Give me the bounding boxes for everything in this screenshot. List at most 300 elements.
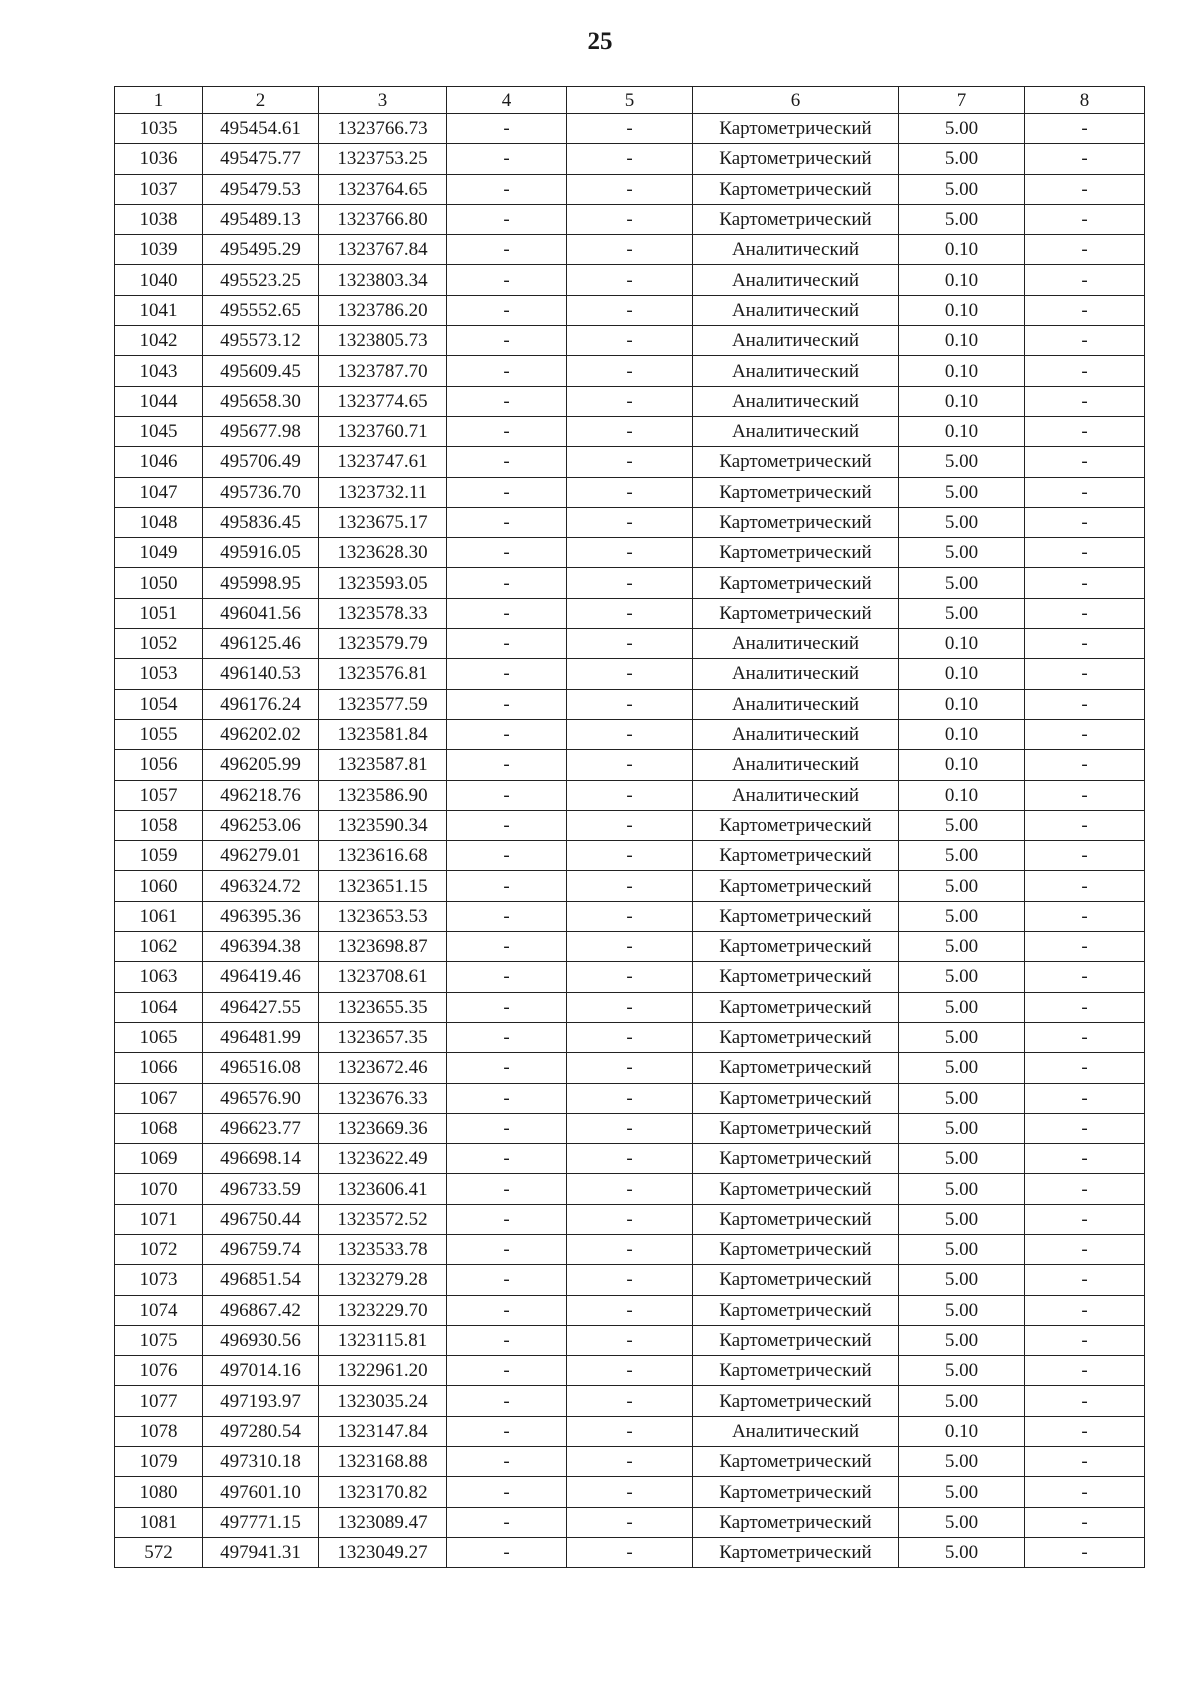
column-4-cell: - xyxy=(447,1477,567,1507)
point-number-cell: 1044 xyxy=(115,386,203,416)
y-coordinate-cell: 1323653.53 xyxy=(319,901,447,931)
column-5-cell: - xyxy=(567,1174,693,1204)
point-number-cell: 1046 xyxy=(115,447,203,477)
point-number-cell: 1064 xyxy=(115,992,203,1022)
x-coordinate-cell: 496176.24 xyxy=(203,689,319,719)
table-row xyxy=(115,841,1145,871)
y-coordinate-cell: 1323229.70 xyxy=(319,1295,447,1325)
column-8-cell: - xyxy=(1025,114,1145,144)
accuracy-cell: 5.00 xyxy=(899,538,1025,568)
column-5-cell: - xyxy=(567,1507,693,1537)
column-4-cell: - xyxy=(447,1537,567,1567)
y-coordinate-cell: 1323590.34 xyxy=(319,810,447,840)
point-number-cell: 1074 xyxy=(115,1295,203,1325)
column-4-cell: - xyxy=(447,144,567,174)
column-4-cell: - xyxy=(447,810,567,840)
accuracy-cell: 5.00 xyxy=(899,1447,1025,1477)
column-header-3: 3 xyxy=(319,87,447,114)
table-row xyxy=(115,992,1145,1022)
column-8-cell: - xyxy=(1025,1083,1145,1113)
table-row xyxy=(115,1144,1145,1174)
column-4-cell: - xyxy=(447,174,567,204)
y-coordinate-cell: 1323586.90 xyxy=(319,780,447,810)
y-coordinate-cell: 1323657.35 xyxy=(319,1022,447,1052)
column-4-cell: - xyxy=(447,750,567,780)
accuracy-cell: 0.10 xyxy=(899,356,1025,386)
method-cell: Картометрический xyxy=(693,1174,899,1204)
method-cell: Картометрический xyxy=(693,841,899,871)
method-cell: Картометрический xyxy=(693,507,899,537)
method-cell: Аналитический xyxy=(693,689,899,719)
method-cell: Аналитический xyxy=(693,659,899,689)
column-8-cell: - xyxy=(1025,174,1145,204)
column-4-cell: - xyxy=(447,326,567,356)
point-number-cell: 1050 xyxy=(115,568,203,598)
y-coordinate-cell: 1323651.15 xyxy=(319,871,447,901)
y-coordinate-cell: 1323035.24 xyxy=(319,1386,447,1416)
y-coordinate-cell: 1323764.65 xyxy=(319,174,447,204)
y-coordinate-cell: 1323606.41 xyxy=(319,1174,447,1204)
table-row xyxy=(115,265,1145,295)
column-5-cell: - xyxy=(567,810,693,840)
table-row xyxy=(115,629,1145,659)
column-5-cell: - xyxy=(567,144,693,174)
column-5-cell: - xyxy=(567,1386,693,1416)
point-number-cell: 1045 xyxy=(115,416,203,446)
y-coordinate-cell: 1323774.65 xyxy=(319,386,447,416)
column-8-cell: - xyxy=(1025,780,1145,810)
accuracy-cell: 5.00 xyxy=(899,1204,1025,1234)
column-8-cell: - xyxy=(1025,1144,1145,1174)
column-4-cell: - xyxy=(447,1265,567,1295)
point-number-cell: 1075 xyxy=(115,1325,203,1355)
table-row xyxy=(115,871,1145,901)
table-row xyxy=(115,810,1145,840)
column-8-cell: - xyxy=(1025,932,1145,962)
x-coordinate-cell: 497601.10 xyxy=(203,1477,319,1507)
y-coordinate-cell: 1323579.79 xyxy=(319,629,447,659)
method-cell: Картометрический xyxy=(693,901,899,931)
method-cell: Картометрический xyxy=(693,1053,899,1083)
x-coordinate-cell: 496516.08 xyxy=(203,1053,319,1083)
method-cell: Картометрический xyxy=(693,1265,899,1295)
x-coordinate-cell: 496324.72 xyxy=(203,871,319,901)
accuracy-cell: 5.00 xyxy=(899,1144,1025,1174)
accuracy-cell: 5.00 xyxy=(899,1113,1025,1143)
column-8-cell: - xyxy=(1025,1053,1145,1083)
column-4-cell: - xyxy=(447,1174,567,1204)
method-cell: Аналитический xyxy=(693,416,899,446)
method-cell: Картометрический xyxy=(693,1295,899,1325)
column-header-6: 6 xyxy=(693,87,899,114)
method-cell: Картометрический xyxy=(693,1204,899,1234)
column-4-cell: - xyxy=(447,1113,567,1143)
column-5-cell: - xyxy=(567,1325,693,1355)
method-cell: Картометрический xyxy=(693,144,899,174)
x-coordinate-cell: 495736.70 xyxy=(203,477,319,507)
method-cell: Картометрический xyxy=(693,477,899,507)
column-4-cell: - xyxy=(447,356,567,386)
column-4-cell: - xyxy=(447,1053,567,1083)
accuracy-cell: 5.00 xyxy=(899,1386,1025,1416)
method-cell: Картометрический xyxy=(693,1356,899,1386)
y-coordinate-cell: 1323655.35 xyxy=(319,992,447,1022)
point-number-cell: 1053 xyxy=(115,659,203,689)
table-row xyxy=(115,386,1145,416)
column-4-cell: - xyxy=(447,1083,567,1113)
column-8-cell: - xyxy=(1025,204,1145,234)
column-4-cell: - xyxy=(447,871,567,901)
x-coordinate-cell: 496419.46 xyxy=(203,962,319,992)
table-row xyxy=(115,235,1145,265)
column-8-cell: - xyxy=(1025,1265,1145,1295)
y-coordinate-cell: 1323578.33 xyxy=(319,598,447,628)
method-cell: Картометрический xyxy=(693,1447,899,1477)
method-cell: Картометрический xyxy=(693,1234,899,1264)
method-cell: Картометрический xyxy=(693,114,899,144)
column-5-cell: - xyxy=(567,295,693,325)
point-number-cell: 1047 xyxy=(115,477,203,507)
point-number-cell: 1073 xyxy=(115,1265,203,1295)
column-8-cell: - xyxy=(1025,810,1145,840)
column-5-cell: - xyxy=(567,265,693,295)
table-row xyxy=(115,689,1145,719)
method-cell: Картометрический xyxy=(693,932,899,962)
column-5-cell: - xyxy=(567,992,693,1022)
column-4-cell: - xyxy=(447,204,567,234)
method-cell: Аналитический xyxy=(693,750,899,780)
accuracy-cell: 0.10 xyxy=(899,235,1025,265)
column-8-cell: - xyxy=(1025,871,1145,901)
method-cell: Картометрический xyxy=(693,204,899,234)
table-row xyxy=(115,1113,1145,1143)
x-coordinate-cell: 496394.38 xyxy=(203,932,319,962)
table-row xyxy=(115,507,1145,537)
point-number-cell: 1051 xyxy=(115,598,203,628)
column-4-cell: - xyxy=(447,598,567,628)
column-header-7: 7 xyxy=(899,87,1025,114)
accuracy-cell: 5.00 xyxy=(899,204,1025,234)
column-8-cell: - xyxy=(1025,477,1145,507)
column-header-4: 4 xyxy=(447,87,567,114)
x-coordinate-cell: 495658.30 xyxy=(203,386,319,416)
x-coordinate-cell: 496202.02 xyxy=(203,719,319,749)
x-coordinate-cell: 495677.98 xyxy=(203,416,319,446)
column-8-cell: - xyxy=(1025,689,1145,719)
y-coordinate-cell: 1323675.17 xyxy=(319,507,447,537)
accuracy-cell: 5.00 xyxy=(899,992,1025,1022)
method-cell: Картометрический xyxy=(693,1507,899,1537)
column-8-cell: - xyxy=(1025,841,1145,871)
y-coordinate-cell: 1323533.78 xyxy=(319,1234,447,1264)
column-8-cell: - xyxy=(1025,507,1145,537)
column-4-cell: - xyxy=(447,538,567,568)
point-number-cell: 1039 xyxy=(115,235,203,265)
method-cell: Аналитический xyxy=(693,629,899,659)
point-number-cell: 572 xyxy=(115,1537,203,1567)
column-5-cell: - xyxy=(567,326,693,356)
column-header-5: 5 xyxy=(567,87,693,114)
column-4-cell: - xyxy=(447,1507,567,1537)
y-coordinate-cell: 1323089.47 xyxy=(319,1507,447,1537)
column-8-cell: - xyxy=(1025,1295,1145,1325)
column-4-cell: - xyxy=(447,719,567,749)
x-coordinate-cell: 497310.18 xyxy=(203,1447,319,1477)
y-coordinate-cell: 1323669.36 xyxy=(319,1113,447,1143)
method-cell: Картометрический xyxy=(693,1477,899,1507)
table-row xyxy=(115,477,1145,507)
column-8-cell: - xyxy=(1025,265,1145,295)
column-4-cell: - xyxy=(447,114,567,144)
column-5-cell: - xyxy=(567,841,693,871)
method-cell: Картометрический xyxy=(693,598,899,628)
column-5-cell: - xyxy=(567,568,693,598)
column-8-cell: - xyxy=(1025,295,1145,325)
method-cell: Картометрический xyxy=(693,1325,899,1355)
column-5-cell: - xyxy=(567,204,693,234)
point-number-cell: 1078 xyxy=(115,1416,203,1446)
y-coordinate-cell: 1323170.82 xyxy=(319,1477,447,1507)
column-5-cell: - xyxy=(567,1265,693,1295)
accuracy-cell: 5.00 xyxy=(899,932,1025,962)
column-4-cell: - xyxy=(447,568,567,598)
point-number-cell: 1037 xyxy=(115,174,203,204)
x-coordinate-cell: 496930.56 xyxy=(203,1325,319,1355)
x-coordinate-cell: 497771.15 xyxy=(203,1507,319,1537)
accuracy-cell: 5.00 xyxy=(899,568,1025,598)
point-number-cell: 1072 xyxy=(115,1234,203,1264)
method-cell: Картометрический xyxy=(693,568,899,598)
x-coordinate-cell: 495475.77 xyxy=(203,144,319,174)
column-4-cell: - xyxy=(447,265,567,295)
method-cell: Картометрический xyxy=(693,1113,899,1143)
point-number-cell: 1056 xyxy=(115,750,203,780)
column-4-cell: - xyxy=(447,1204,567,1234)
table-row xyxy=(115,204,1145,234)
y-coordinate-cell: 1323766.80 xyxy=(319,204,447,234)
column-4-cell: - xyxy=(447,1295,567,1325)
point-number-cell: 1057 xyxy=(115,780,203,810)
x-coordinate-cell: 496395.36 xyxy=(203,901,319,931)
table-row xyxy=(115,1204,1145,1234)
method-cell: Картометрический xyxy=(693,810,899,840)
accuracy-cell: 5.00 xyxy=(899,144,1025,174)
table-row xyxy=(115,598,1145,628)
table-row xyxy=(115,416,1145,446)
method-cell: Аналитический xyxy=(693,1416,899,1446)
x-coordinate-cell: 496851.54 xyxy=(203,1265,319,1295)
column-8-cell: - xyxy=(1025,629,1145,659)
accuracy-cell: 0.10 xyxy=(899,295,1025,325)
point-number-cell: 1049 xyxy=(115,538,203,568)
accuracy-cell: 5.00 xyxy=(899,810,1025,840)
accuracy-cell: 5.00 xyxy=(899,1265,1025,1295)
x-coordinate-cell: 496041.56 xyxy=(203,598,319,628)
column-4-cell: - xyxy=(447,295,567,325)
accuracy-cell: 5.00 xyxy=(899,1477,1025,1507)
column-5-cell: - xyxy=(567,174,693,204)
x-coordinate-cell: 497014.16 xyxy=(203,1356,319,1386)
point-number-cell: 1081 xyxy=(115,1507,203,1537)
point-number-cell: 1062 xyxy=(115,932,203,962)
column-8-cell: - xyxy=(1025,538,1145,568)
accuracy-cell: 0.10 xyxy=(899,386,1025,416)
table-row xyxy=(115,1386,1145,1416)
column-header-8: 8 xyxy=(1025,87,1145,114)
column-5-cell: - xyxy=(567,1144,693,1174)
method-cell: Картометрический xyxy=(693,1144,899,1174)
coordinates-table xyxy=(114,86,1145,1568)
y-coordinate-cell: 1323803.34 xyxy=(319,265,447,295)
y-coordinate-cell: 1323787.70 xyxy=(319,356,447,386)
column-8-cell: - xyxy=(1025,1386,1145,1416)
point-number-cell: 1041 xyxy=(115,295,203,325)
column-8-cell: - xyxy=(1025,1477,1145,1507)
y-coordinate-cell: 1323708.61 xyxy=(319,962,447,992)
method-cell: Картометрический xyxy=(693,992,899,1022)
point-number-cell: 1068 xyxy=(115,1113,203,1143)
point-number-cell: 1043 xyxy=(115,356,203,386)
x-coordinate-cell: 496698.14 xyxy=(203,1144,319,1174)
column-5-cell: - xyxy=(567,447,693,477)
y-coordinate-cell: 1323168.88 xyxy=(319,1447,447,1477)
y-coordinate-cell: 1323593.05 xyxy=(319,568,447,598)
method-cell: Картометрический xyxy=(693,1537,899,1567)
table-row xyxy=(115,144,1145,174)
column-4-cell: - xyxy=(447,447,567,477)
column-4-cell: - xyxy=(447,235,567,265)
column-8-cell: - xyxy=(1025,962,1145,992)
y-coordinate-cell: 1323628.30 xyxy=(319,538,447,568)
y-coordinate-cell: 1323115.81 xyxy=(319,1325,447,1355)
column-4-cell: - xyxy=(447,386,567,416)
x-coordinate-cell: 495836.45 xyxy=(203,507,319,537)
point-number-cell: 1060 xyxy=(115,871,203,901)
accuracy-cell: 5.00 xyxy=(899,962,1025,992)
table-row xyxy=(115,1356,1145,1386)
table-row xyxy=(115,719,1145,749)
y-coordinate-cell: 1323767.84 xyxy=(319,235,447,265)
column-4-cell: - xyxy=(447,689,567,719)
page-number: 25 xyxy=(587,28,613,55)
table-header xyxy=(115,87,1145,114)
column-8-cell: - xyxy=(1025,416,1145,446)
x-coordinate-cell: 496140.53 xyxy=(203,659,319,689)
method-cell: Картометрический xyxy=(693,1386,899,1416)
x-coordinate-cell: 495552.65 xyxy=(203,295,319,325)
point-number-cell: 1038 xyxy=(115,204,203,234)
point-number-cell: 1063 xyxy=(115,962,203,992)
accuracy-cell: 5.00 xyxy=(899,174,1025,204)
x-coordinate-cell: 495523.25 xyxy=(203,265,319,295)
table-row xyxy=(115,1507,1145,1537)
method-cell: Картометрический xyxy=(693,174,899,204)
method-cell: Аналитический xyxy=(693,326,899,356)
accuracy-cell: 0.10 xyxy=(899,1416,1025,1446)
point-number-cell: 1077 xyxy=(115,1386,203,1416)
column-5-cell: - xyxy=(567,416,693,446)
column-5-cell: - xyxy=(567,659,693,689)
table-row xyxy=(115,1325,1145,1355)
column-4-cell: - xyxy=(447,992,567,1022)
accuracy-cell: 5.00 xyxy=(899,841,1025,871)
column-4-cell: - xyxy=(447,962,567,992)
x-coordinate-cell: 496125.46 xyxy=(203,629,319,659)
x-coordinate-cell: 496733.59 xyxy=(203,1174,319,1204)
table-row xyxy=(115,295,1145,325)
accuracy-cell: 5.00 xyxy=(899,871,1025,901)
method-cell: Аналитический xyxy=(693,295,899,325)
method-cell: Аналитический xyxy=(693,356,899,386)
table-row xyxy=(115,659,1145,689)
accuracy-cell: 0.10 xyxy=(899,780,1025,810)
x-coordinate-cell: 495609.45 xyxy=(203,356,319,386)
column-5-cell: - xyxy=(567,871,693,901)
y-coordinate-cell: 1323732.11 xyxy=(319,477,447,507)
x-coordinate-cell: 496481.99 xyxy=(203,1022,319,1052)
column-8-cell: - xyxy=(1025,326,1145,356)
accuracy-cell: 5.00 xyxy=(899,477,1025,507)
x-coordinate-cell: 496750.44 xyxy=(203,1204,319,1234)
column-5-cell: - xyxy=(567,932,693,962)
table-body xyxy=(115,114,1145,1568)
x-coordinate-cell: 495479.53 xyxy=(203,174,319,204)
point-number-cell: 1071 xyxy=(115,1204,203,1234)
y-coordinate-cell: 1323616.68 xyxy=(319,841,447,871)
table-row xyxy=(115,750,1145,780)
column-8-cell: - xyxy=(1025,659,1145,689)
method-cell: Аналитический xyxy=(693,780,899,810)
accuracy-cell: 5.00 xyxy=(899,1356,1025,1386)
point-number-cell: 1055 xyxy=(115,719,203,749)
y-coordinate-cell: 1323747.61 xyxy=(319,447,447,477)
column-4-cell: - xyxy=(447,1386,567,1416)
x-coordinate-cell: 495998.95 xyxy=(203,568,319,598)
column-5-cell: - xyxy=(567,1113,693,1143)
column-4-cell: - xyxy=(447,629,567,659)
y-coordinate-cell: 1323581.84 xyxy=(319,719,447,749)
column-header-1: 1 xyxy=(115,87,203,114)
column-8-cell: - xyxy=(1025,447,1145,477)
accuracy-cell: 5.00 xyxy=(899,598,1025,628)
x-coordinate-cell: 497941.31 xyxy=(203,1537,319,1567)
column-5-cell: - xyxy=(567,1416,693,1446)
column-5-cell: - xyxy=(567,114,693,144)
x-coordinate-cell: 496205.99 xyxy=(203,750,319,780)
column-4-cell: - xyxy=(447,1022,567,1052)
column-5-cell: - xyxy=(567,538,693,568)
y-coordinate-cell: 1323676.33 xyxy=(319,1083,447,1113)
column-5-cell: - xyxy=(567,750,693,780)
column-4-cell: - xyxy=(447,477,567,507)
table-row xyxy=(115,568,1145,598)
column-8-cell: - xyxy=(1025,1204,1145,1234)
column-5-cell: - xyxy=(567,1477,693,1507)
column-8-cell: - xyxy=(1025,235,1145,265)
point-number-cell: 1042 xyxy=(115,326,203,356)
x-coordinate-cell: 495489.13 xyxy=(203,204,319,234)
table-row xyxy=(115,1537,1145,1567)
y-coordinate-cell: 1323576.81 xyxy=(319,659,447,689)
column-8-cell: - xyxy=(1025,750,1145,780)
point-number-cell: 1070 xyxy=(115,1174,203,1204)
header-row xyxy=(115,87,1145,114)
column-8-cell: - xyxy=(1025,1507,1145,1537)
x-coordinate-cell: 496867.42 xyxy=(203,1295,319,1325)
column-8-cell: - xyxy=(1025,1447,1145,1477)
column-4-cell: - xyxy=(447,932,567,962)
table-row xyxy=(115,326,1145,356)
